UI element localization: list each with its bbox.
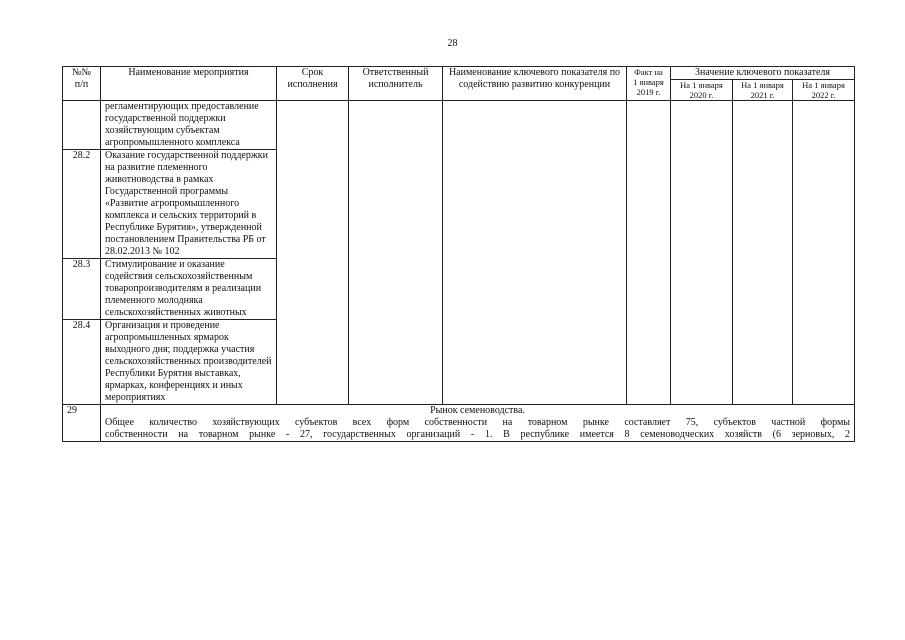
header-deadline: Срок исполнения — [277, 67, 349, 101]
cell-2022 — [793, 101, 855, 405]
header-value-group: Значение ключевого показателя — [671, 67, 855, 80]
cell-2021 — [733, 101, 793, 405]
section-title: Рынок семеноводства. — [430, 405, 525, 416]
table-row — [63, 101, 855, 150]
cell-2020 — [671, 101, 733, 405]
row-num: 28.4 — [63, 320, 101, 405]
row-num — [63, 101, 101, 150]
header-indicator: Наименование ключевого показателя по содействию развитию конкуренции — [443, 67, 627, 101]
row-num: 28.2 — [63, 150, 101, 259]
section-text-line-1: Общее количество хозяйствующих субъектов всех форм собственности на товарном рынке составляет 75, субъектов частной формы — [105, 417, 851, 428]
header-year-2021: На 1 января 2021 г. — [733, 80, 793, 101]
row-event: Организация и проведение агропромышленных ярмарок выходного дня; поддержка участия сельскохозяйственных производителей Республики Бурятия выставках, ярмарках, конференциях и иных мероприятиях — [101, 320, 277, 405]
row-event: Оказание государственной поддержки на развитие племенного животноводства в рамках Государственной программы «Развитие агропромышленного комплекса и сельских территорий в Республике Бурятия», утвержденной постановлением Правительства РБ от 28.02.2013 № 102 — [101, 150, 277, 259]
section-row — [63, 405, 855, 442]
page-number: 28 — [447, 38, 458, 49]
cell-fact — [627, 101, 671, 405]
header-num: №№ п/п — [63, 67, 101, 101]
header-responsible: Ответственный исполнитель — [349, 67, 443, 101]
header-year-2022: На 1 января 2022 г. — [793, 80, 855, 101]
table-header-row — [63, 67, 855, 80]
cell-deadline — [277, 101, 349, 405]
section-num: 29 — [63, 405, 101, 442]
row-event: Стимулирование и оказание содействия сельскохозяйственным товаропроизводителям в реализации племенного молодняка сельскохозяйственных животных — [101, 259, 277, 320]
section-text-line-2: собственности на товарном рынке - 27, государственных организаций - 1. В республике имеется 8 семеноводческих хозяйств (6 зерновых, 2 — [105, 429, 851, 440]
action-plan-table — [62, 66, 855, 442]
header-year-2020: На 1 января 2020 г. — [671, 80, 733, 101]
header-fact: Факт на 1 января 2019 г. — [627, 67, 671, 101]
row-num: 28.3 — [63, 259, 101, 320]
cell-responsible — [349, 101, 443, 405]
section-body — [101, 405, 855, 442]
row-event: регламентирующих предоставление государственной поддержки хозяйствующим субъектам агропромышленного комплекса — [101, 101, 277, 150]
header-event: Наименование мероприятия — [101, 67, 277, 101]
cell-indicator — [443, 101, 627, 405]
